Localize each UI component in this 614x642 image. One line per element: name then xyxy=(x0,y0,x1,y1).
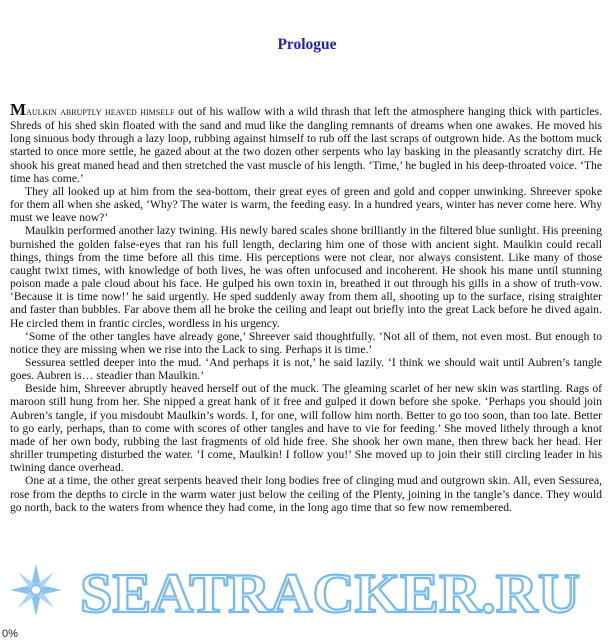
paragraph: One at a time, the other great serpents heaved their long bodies free of clinging mud and outgrown skin. All, even Sessurea, rose from the depths to circle in the warm water just below the ceiling of the Plenty, joining in the tangle’s dance. They would go north, back to the waters from whence they had come, in the long ago time that so few now remembered. xyxy=(10,474,602,514)
paragraph: Beside him, Shreever abruptly heaved herself out of the muck. The gleaming scarlet of her new skin was startling. Rags of maroon still hung from her. She nipped a great hank of it free and gulped it down before she spoke. ‘Perhaps you should join Aubren’s tangle, if you misdoubt Maulkin’s words. I, for one, will follow him north. Better to go too soon, than too late. Better to go early, perhaps, than to come with scores of other tangles and have to vie for feeding.’ She moved lithely through a knot made of her own body, rubbing the last fragments of old hide free. She shook her own mane, then threw back her head. Her shriller trumpeting disturbed the water. ‘I come, Maulkin! I follow you!’ She moved up to join their still circling leader in his twining dance overhead. xyxy=(10,382,602,475)
paragraph xyxy=(10,100,602,185)
watermark-text: SEATRACKER.RU xyxy=(80,563,580,625)
compass-rose-icon xyxy=(10,564,62,616)
drop-cap: M xyxy=(10,100,27,119)
chapter-body xyxy=(10,100,602,514)
reading-progress: 0% xyxy=(2,628,18,640)
paragraph: Maulkin performed another lazy twining. His newly bared scales shone brilliantly in the filtered blue sunlight. His preening burnished the golden false-eyes that ran his full length, declaring him one of those with ancient sight. Maulkin could recall things, things from the time before all this time. His perceptions were not clear, nor always consistent. Like many of those caught twixt times, with knowledge of both lives, he was often unfocused and incoherent. He shook his mane until stunning poison made a pale cloud about his face. He gulped his own toxin in, breathed it out through his gills in a show of truth-vow. ‘Because it is time now!’ he said urgently. He sped suddenly away from them all, shooting up to the surface, rising straighter and faster than bubbles. Far above them all he broke the ceiling and leapt out briefly into the great Lack before he dived again. He circled them in frantic circles, wordless in his urgency. xyxy=(10,224,602,330)
seatracker-watermark xyxy=(0,560,614,630)
paragraph: They all looked up at him from the sea-bottom, their great eyes of green and gold and copper unwinking. Shreever spoke for them all when she asked, ‘Why? The water is warm, the feeding easy. In a hundred years, winter has never come here. Why must we leave now?’ xyxy=(10,184,602,225)
lead-in-smallcaps: aulkin abruptly heaved himself xyxy=(26,106,175,118)
paragraph: ‘Some of the other tangles have already gone,’ Shreever said thoughtfully. ‘Not all of them, not even most. But enough to notice they are missing when we rise into the Lack to sing. Perhaps it is time.’ xyxy=(10,329,602,356)
chapter-title: Prologue xyxy=(277,36,337,53)
paragraph-text: out of his wallow with a wild thrash that left the atmosphere hanging thick with particles. Shreds of his shed skin floated with the sand and mud like the dangling remnants of dreams when one awakes. He moved his long sinuous body through a lazy loop, rubbing against himself to rub off the last scraps of outgrown hide. As the bottom muck started to once more settle, he gazed about at the two dozen other serpents who lay basking in the pleasantly scratchy dirt. He shook his great maned head and then stretched the vast muscle of his length. ‘Time,’ he bugled in his deep-throated voice. ‘The time has come.’ xyxy=(10,105,602,185)
paragraph: Sessurea settled deeper into the mud. ‘And perhaps it is not,’ he said lazily. ‘I think we should wait until Aubren’s tangle goes. Aubren is… steadier than Maulkin.’ xyxy=(10,355,602,383)
